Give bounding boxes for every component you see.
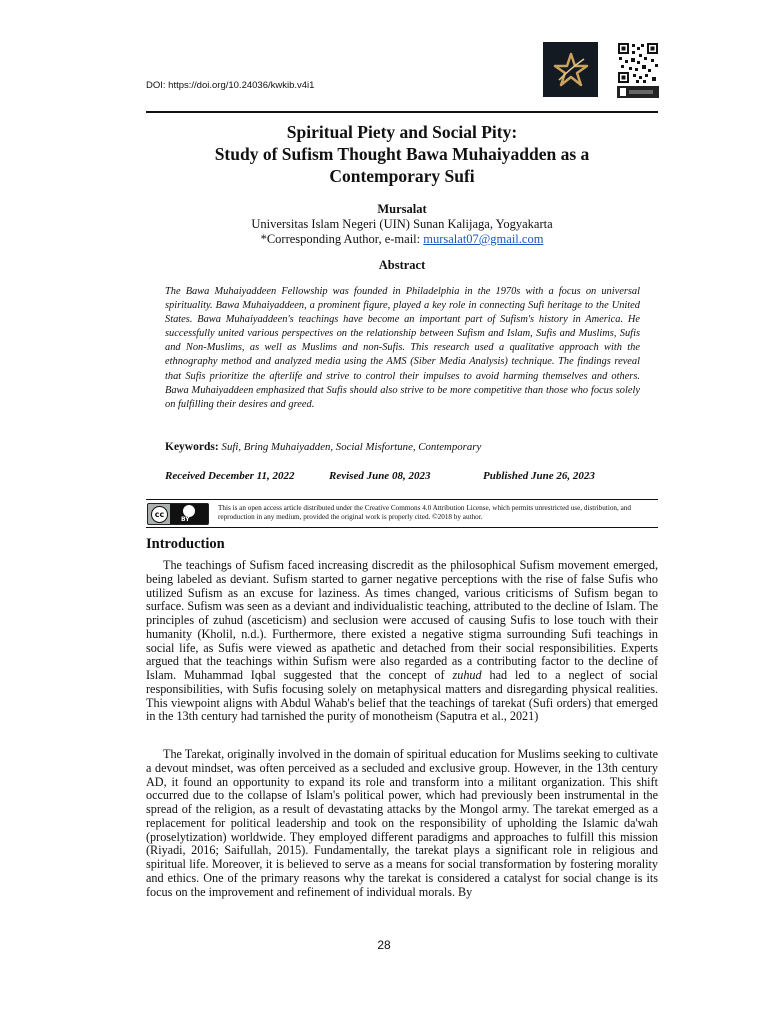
corresponding-prefix: *Corresponding Author, e-mail:: [260, 232, 424, 246]
revised-date: Revised June 08, 2023: [329, 470, 431, 482]
introduction-paragraph-1: [146, 559, 658, 724]
keywords-text: Sufi, Bring Muhaiyadden, Social Misfortune, Contemporary: [221, 441, 482, 453]
introduction-heading: Introduction: [146, 536, 225, 552]
cc-by-license-icon[interactable]: cc BY: [147, 503, 209, 525]
license-box: [146, 499, 658, 528]
star-journal-logo-icon: [543, 42, 598, 97]
p1-italic-term: zuhud: [452, 668, 482, 682]
author-name: Mursalat: [377, 202, 427, 216]
keywords-line: [165, 441, 640, 453]
received-date: Received December 11, 2022: [165, 470, 295, 482]
title-line-2: Study of Sufism Thought Bawa Muhaiyadden as a: [214, 144, 590, 164]
article-title: [146, 121, 658, 187]
header-rule: [146, 111, 658, 113]
abstract-text: The Bawa Muhaiyaddeen Fellowship was founded in Philadelphia in the 1970s with a focus on universal spirituality. Bawa Muhaiyaddeen, a prominent figure, played a key role in connecting Sufi heritage to the United States. Bawa Muhaiyaddeen's teachings have become an important part of Sufism's history in America. He successfully united various perspectives on the relationship between Sufism and Islam, Sufis and Muslims, Sufis and Non-Muslims, as well as Muslims and non-Sufis. This research used a qualitative approach with the ethnography method and analyzed media using the AMS (Siber Media Analysis) technique. The findings reveal that Sufis prioritize the afterlife and strive to control their impulses to avoid harming themselves and others. Bawa Muhaiyaddeen emphasized that Sufis should also strive to be more competitive than those who focus solely on fulfilling their desires and greed.: [165, 286, 640, 410]
corresponding-author: [146, 232, 658, 247]
email-link[interactable]: mursalat07@gmail.com: [423, 232, 544, 246]
title-line-3: Contemporary Sufi: [329, 166, 475, 186]
license-text: This is an open access article distributed under the Creative Commons 4.0 Attribution License, which permits unrestricted use, distribution, and reproduction in any medium, provided the original work is properly cited. ©2018 by author.: [218, 504, 631, 521]
title-line-1: Spiritual Piety and Social Pity:: [286, 122, 518, 142]
author-affiliation: Universitas Islam Negeri (UIN) Sunan Kalijaga, Yogyakarta: [251, 217, 553, 231]
doi-text[interactable]: DOI: https://doi.org/10.24036/kwkib.v4i1: [146, 80, 315, 91]
p1-text-a: The teachings of Sufism faced increasing discredit as the philosophical Sufism movement emerged, being labeled as deviant. Sufism started to garner negative perceptions with the rise of false Sufis who utilized Sufism as an excuse for laziness. As times changed, various criticisms of Sufism began to surface. Sufism was seen as a deviant and individualistic teaching, attributed to the decline of Islam. The principles of zuhud (asceticism) and seclusion were accused of causing Sufis to lose touch with their humanity (Kholil, n.d.). Furthermore, there existed a negative stigma surrounding Sufi teachings in social life, as Sufis were viewed as apathetic and detached from their social responsibilities. Experts argued that the teachings within Sufism were also regarded as a contributing factor to the decline of Islam. Muhammad Iqbal suggested that the concept of: [146, 558, 658, 682]
keywords-label: Keywords:: [165, 441, 219, 453]
article-dates: [165, 470, 640, 482]
page-number: 28: [377, 938, 391, 952]
author-block: [146, 202, 658, 247]
published-date: Published June 26, 2023: [483, 470, 595, 482]
p1-text-b: had led to a neglect of social responsibilities, with Sufis focusing solely on metaphysical matters and disregarding physical realities. This viewpoint aligns with Abdul Wahab's belief that the teachings of tarekat (Sufi orders) that emerged in the 13th century had tarnished the purity of monotheism (Saputra et al., 2021): [146, 668, 658, 724]
qr-code-icon[interactable]: [617, 42, 659, 98]
introduction-paragraph-2: The Tarekat, originally involved in the domain of spiritual education for Muslims seeking to cultivate a devout mindset, was often perceived as a secluded and exclusive group. However, in the 13th century AD, it found an opportunity to expand its role and transform into a militant organization. This shift occurred due to the collapse of Islam's political power, which had previously been instrumental in the spread of the religion, as a result of devastating attacks by the Mongol army. The tarekat emerged as a replacement for political leadership and took on the responsibility of upholding the Islamic da'wah (proselytization) worldwide. They employed different paradigms and approaches to fulfill this mission (Riyadi, 2016; Saifullah, 2015). Fundamentally, the tarekat plays a significant role in religious and spiritual life. Moreover, it is believed to serve as a means for social transformation by fostering morality and ethics. One of the primary reasons why the tarekat is considered a catalyst for social change is its focus on the improvement and refinement of individual morals. By: [146, 747, 658, 899]
abstract-heading: Abstract: [378, 258, 426, 272]
